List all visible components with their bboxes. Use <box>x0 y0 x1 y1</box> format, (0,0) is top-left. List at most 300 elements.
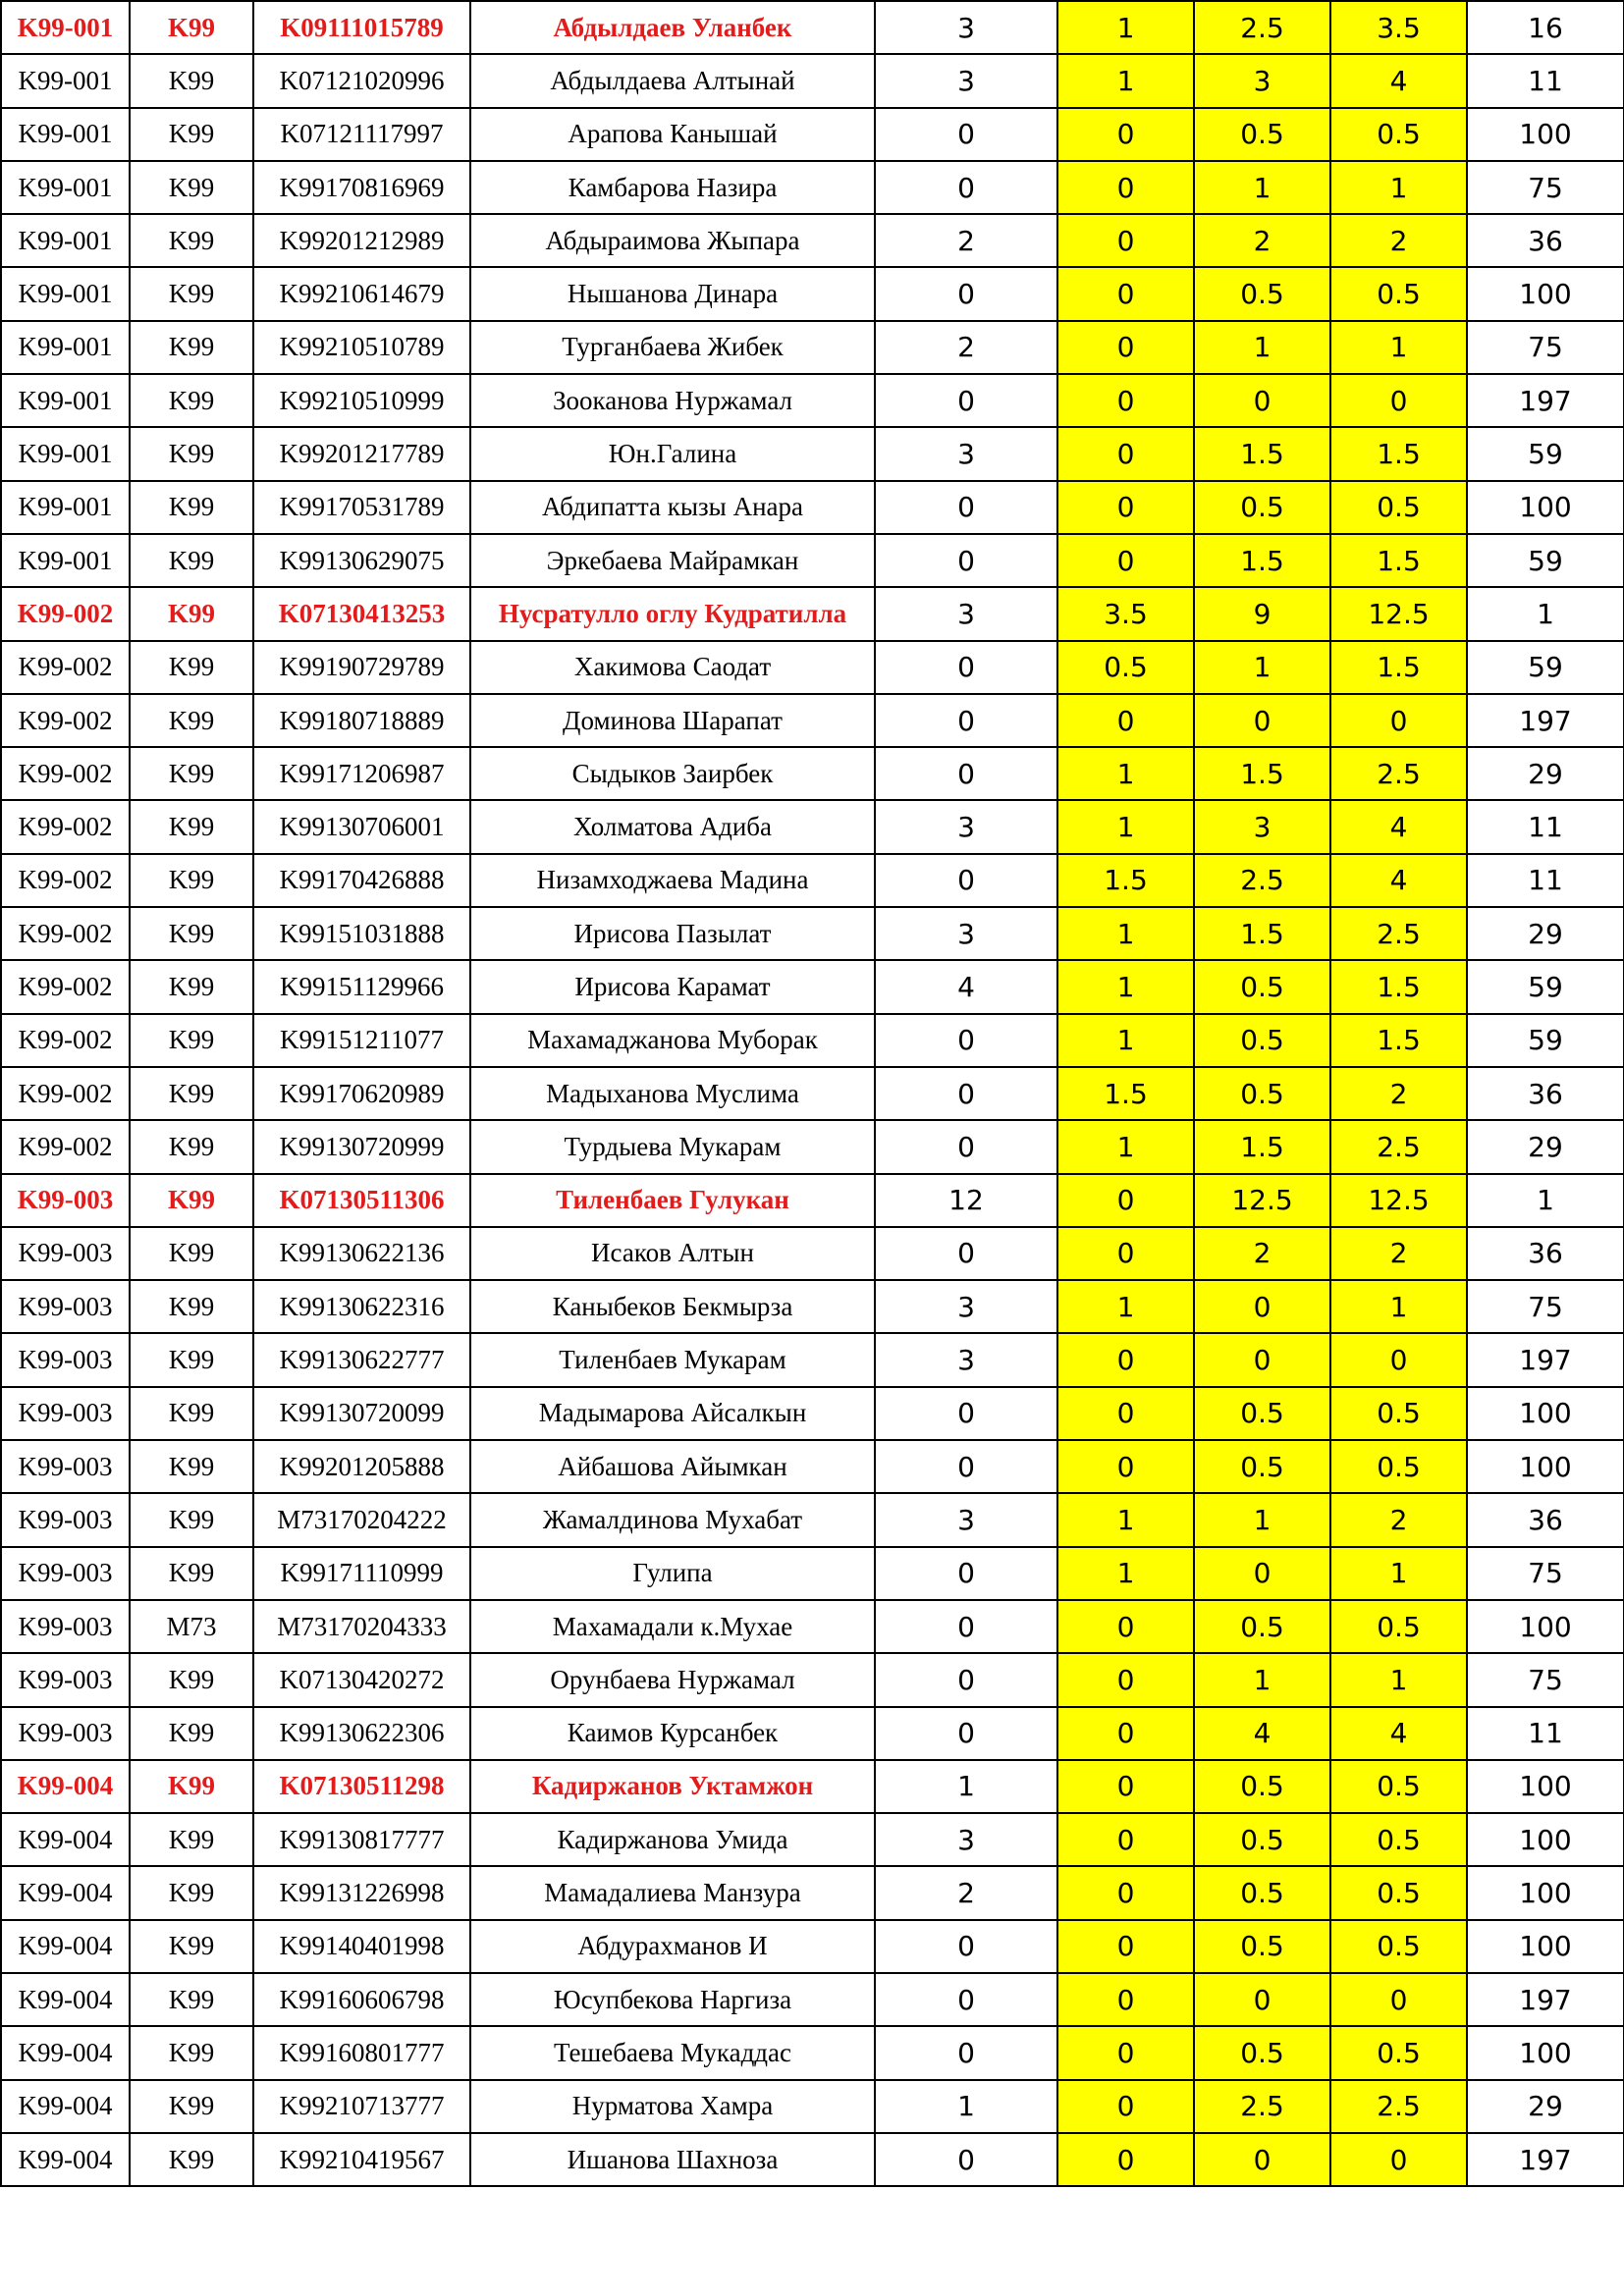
code-cell: K99 <box>130 587 253 640</box>
rank-cell: 100 <box>1467 2026 1624 2079</box>
score-cell: 0 <box>875 2133 1057 2186</box>
value2-cell: 0.5 <box>1194 1067 1330 1120</box>
group-cell: K99-003 <box>1 1547 130 1600</box>
total-cell: 2.5 <box>1330 2080 1467 2133</box>
table-row <box>1 1653 1624 1706</box>
table-row <box>1 54 1624 107</box>
code-cell: K99 <box>130 108 253 161</box>
rank-cell: 11 <box>1467 1707 1624 1760</box>
rank-cell: 59 <box>1467 641 1624 694</box>
value2-cell: 0.5 <box>1194 267 1330 320</box>
value2-cell: 0 <box>1194 694 1330 747</box>
group-cell: K99-002 <box>1 587 130 640</box>
rank-cell: 59 <box>1467 1014 1624 1067</box>
table-row <box>1 2133 1624 2186</box>
total-cell: 1 <box>1330 1653 1467 1706</box>
id-cell: K99170426888 <box>253 854 470 907</box>
score-cell: 0 <box>875 108 1057 161</box>
table-row <box>1 1493 1624 1546</box>
value2-cell: 2 <box>1194 1227 1330 1280</box>
rank-cell: 11 <box>1467 800 1624 853</box>
score-cell: 0 <box>875 267 1057 320</box>
table-row <box>1 1120 1624 1173</box>
table-row <box>1 534 1624 587</box>
value1-cell: 0 <box>1057 1973 1194 2026</box>
id-cell: K07121117997 <box>253 108 470 161</box>
group-cell: K99-004 <box>1 1973 130 2026</box>
code-cell: K99 <box>130 1387 253 1440</box>
id-cell: K07130511298 <box>253 1760 470 1813</box>
name-cell: Тиленбаев Гулукан <box>470 1174 875 1227</box>
name-cell: Нышанова Динара <box>470 267 875 320</box>
table-row <box>1 960 1624 1013</box>
code-cell: K99 <box>130 534 253 587</box>
value2-cell: 0 <box>1194 1280 1330 1333</box>
name-cell: Турганбаева Жибек <box>470 321 875 374</box>
code-cell: K99 <box>130 1547 253 1600</box>
value2-cell: 1 <box>1194 1653 1330 1706</box>
total-cell: 2.5 <box>1330 907 1467 960</box>
total-cell: 2.5 <box>1330 747 1467 800</box>
id-cell: K07130413253 <box>253 587 470 640</box>
value1-cell: 1 <box>1057 1280 1194 1333</box>
value1-cell: 0 <box>1057 2026 1194 2079</box>
total-cell: 2 <box>1330 214 1467 267</box>
score-cell: 0 <box>875 1067 1057 1120</box>
score-cell: 0 <box>875 534 1057 587</box>
value1-cell: 1.5 <box>1057 1067 1194 1120</box>
group-cell: K99-002 <box>1 747 130 800</box>
value2-cell: 4 <box>1194 1707 1330 1760</box>
total-cell: 2 <box>1330 1227 1467 1280</box>
table-row <box>1 1067 1624 1120</box>
table-row-leader <box>1 1174 1624 1227</box>
name-cell: Юсупбекова Наргиза <box>470 1973 875 2026</box>
code-cell: K99 <box>130 1440 253 1493</box>
id-cell: K99201205888 <box>253 1440 470 1493</box>
id-cell: K99130622777 <box>253 1333 470 1386</box>
id-cell: K99151031888 <box>253 907 470 960</box>
group-cell: K99-003 <box>1 1600 130 1653</box>
group-cell: K99-001 <box>1 161 130 214</box>
rank-cell: 197 <box>1467 694 1624 747</box>
total-cell: 0.5 <box>1330 1760 1467 1813</box>
name-cell: Кадиржанова Умида <box>470 1813 875 1866</box>
value1-cell: 0 <box>1057 1333 1194 1386</box>
total-cell: 1.5 <box>1330 427 1467 480</box>
code-cell: K99 <box>130 321 253 374</box>
group-cell: K99-002 <box>1 800 130 853</box>
value1-cell: 0 <box>1057 1600 1194 1653</box>
total-cell: 0.5 <box>1330 1813 1467 1866</box>
total-cell: 3.5 <box>1330 1 1467 54</box>
code-cell: K99 <box>130 1973 253 2026</box>
value1-cell: 1 <box>1057 747 1194 800</box>
name-cell: Нусратулло оглу Кудратилла <box>470 587 875 640</box>
rank-cell: 100 <box>1467 1440 1624 1493</box>
id-cell: K09111015789 <box>253 1 470 54</box>
name-cell: Тиленбаев Мукарам <box>470 1333 875 1386</box>
table-row-leader <box>1 1760 1624 1813</box>
group-cell: K99-002 <box>1 1120 130 1173</box>
name-cell: Холматова Адиба <box>470 800 875 853</box>
score-cell: 0 <box>875 854 1057 907</box>
value2-cell: 0.5 <box>1194 481 1330 534</box>
value2-cell: 0 <box>1194 1973 1330 2026</box>
score-cell: 3 <box>875 1 1057 54</box>
total-cell: 2 <box>1330 1067 1467 1120</box>
group-cell: K99-001 <box>1 534 130 587</box>
score-cell: 2 <box>875 1866 1057 1919</box>
name-cell: Абдылдаева Алтынай <box>470 54 875 107</box>
total-cell: 0 <box>1330 1333 1467 1386</box>
table-row <box>1 267 1624 320</box>
value2-cell: 0.5 <box>1194 1813 1330 1866</box>
score-cell: 0 <box>875 1014 1057 1067</box>
value2-cell: 3 <box>1194 800 1330 853</box>
rank-cell: 11 <box>1467 854 1624 907</box>
group-cell: K99-003 <box>1 1653 130 1706</box>
total-cell: 4 <box>1330 54 1467 107</box>
id-cell: K99201217789 <box>253 427 470 480</box>
value1-cell: 1.5 <box>1057 854 1194 907</box>
code-cell: K99 <box>130 1493 253 1546</box>
group-cell: K99-003 <box>1 1440 130 1493</box>
score-cell: 0 <box>875 1973 1057 2026</box>
value1-cell: 0 <box>1057 534 1194 587</box>
value2-cell: 1.5 <box>1194 534 1330 587</box>
score-cell: 2 <box>875 321 1057 374</box>
value1-cell: 1 <box>1057 1547 1194 1600</box>
value1-cell: 0 <box>1057 1707 1194 1760</box>
id-cell: K99210419567 <box>253 2133 470 2186</box>
score-cell: 3 <box>875 1493 1057 1546</box>
table-row <box>1 800 1624 853</box>
id-cell: K99130622306 <box>253 1707 470 1760</box>
table-row-leader <box>1 1 1624 54</box>
group-cell: K99-001 <box>1 481 130 534</box>
id-cell: K99180718889 <box>253 694 470 747</box>
score-cell: 0 <box>875 1600 1057 1653</box>
value1-cell: 1 <box>1057 1493 1194 1546</box>
group-cell: K99-004 <box>1 1866 130 1919</box>
code-cell: K99 <box>130 1813 253 1866</box>
group-cell: K99-004 <box>1 1920 130 1973</box>
table-row <box>1 2080 1624 2133</box>
group-cell: K99-001 <box>1 54 130 107</box>
rank-cell: 36 <box>1467 1067 1624 1120</box>
total-cell: 1 <box>1330 1280 1467 1333</box>
table-row-leader <box>1 587 1624 640</box>
score-cell: 3 <box>875 1280 1057 1333</box>
total-cell: 0.5 <box>1330 267 1467 320</box>
value1-cell: 0 <box>1057 694 1194 747</box>
code-cell: K99 <box>130 481 253 534</box>
value1-cell: 0 <box>1057 2080 1194 2133</box>
value1-cell: 0 <box>1057 1440 1194 1493</box>
total-cell: 0.5 <box>1330 1387 1467 1440</box>
value1-cell: 1 <box>1057 54 1194 107</box>
total-cell: 4 <box>1330 854 1467 907</box>
table-row <box>1 1440 1624 1493</box>
code-cell: K99 <box>130 2133 253 2186</box>
name-cell: Кадиржанов Уктамжон <box>470 1760 875 1813</box>
value1-cell: 0 <box>1057 1174 1194 1227</box>
score-cell: 3 <box>875 1333 1057 1386</box>
table-row <box>1 641 1624 694</box>
rank-cell: 100 <box>1467 1866 1624 1919</box>
value2-cell: 0 <box>1194 2133 1330 2186</box>
value2-cell: 1.5 <box>1194 1120 1330 1173</box>
code-cell: M73 <box>130 1600 253 1653</box>
rank-cell: 75 <box>1467 161 1624 214</box>
value1-cell: 0.5 <box>1057 641 1194 694</box>
code-cell: K99 <box>130 960 253 1013</box>
table-row <box>1 1600 1624 1653</box>
id-cell: K99210510999 <box>253 374 470 427</box>
group-cell: K99-001 <box>1 374 130 427</box>
value1-cell: 1 <box>1057 800 1194 853</box>
total-cell: 1.5 <box>1330 1014 1467 1067</box>
score-cell: 0 <box>875 694 1057 747</box>
code-cell: K99 <box>130 641 253 694</box>
total-cell: 2 <box>1330 1493 1467 1546</box>
value1-cell: 0 <box>1057 427 1194 480</box>
id-cell: K99160606798 <box>253 1973 470 2026</box>
group-cell: K99-002 <box>1 854 130 907</box>
name-cell: Гулипа <box>470 1547 875 1600</box>
value1-cell: 0 <box>1057 1227 1194 1280</box>
value1-cell: 0 <box>1057 161 1194 214</box>
total-cell: 0 <box>1330 2133 1467 2186</box>
name-cell: Исаков Алтын <box>470 1227 875 1280</box>
value2-cell: 0.5 <box>1194 1014 1330 1067</box>
rank-cell: 11 <box>1467 54 1624 107</box>
code-cell: K99 <box>130 800 253 853</box>
score-cell: 3 <box>875 587 1057 640</box>
rank-cell: 59 <box>1467 534 1624 587</box>
group-cell: K99-004 <box>1 2133 130 2186</box>
name-cell: Юн.Галина <box>470 427 875 480</box>
name-cell: Абдипатта кызы Анара <box>470 481 875 534</box>
name-cell: Ирисова Пазылат <box>470 907 875 960</box>
rank-cell: 59 <box>1467 960 1624 1013</box>
table-row <box>1 1920 1624 1973</box>
total-cell: 0 <box>1330 694 1467 747</box>
rank-cell: 36 <box>1467 214 1624 267</box>
id-cell: K99210510789 <box>253 321 470 374</box>
score-cell: 0 <box>875 1120 1057 1173</box>
group-cell: K99-002 <box>1 1067 130 1120</box>
value1-cell: 0 <box>1057 2133 1194 2186</box>
code-cell: K99 <box>130 747 253 800</box>
rank-cell: 100 <box>1467 108 1624 161</box>
table-row <box>1 481 1624 534</box>
name-cell: Тешебаева Мукаддас <box>470 2026 875 2079</box>
score-cell: 0 <box>875 161 1057 214</box>
value1-cell: 0 <box>1057 267 1194 320</box>
name-cell: Арапова Канышай <box>470 108 875 161</box>
total-cell: 1.5 <box>1330 960 1467 1013</box>
group-cell: K99-001 <box>1 427 130 480</box>
group-cell: K99-003 <box>1 1387 130 1440</box>
id-cell: K99210713777 <box>253 2080 470 2133</box>
group-cell: K99-002 <box>1 641 130 694</box>
total-cell: 1 <box>1330 161 1467 214</box>
name-cell: Зооканова Нуржамал <box>470 374 875 427</box>
score-cell: 0 <box>875 1547 1057 1600</box>
table-row <box>1 907 1624 960</box>
value2-cell: 0 <box>1194 1547 1330 1600</box>
code-cell: K99 <box>130 694 253 747</box>
total-cell: 4 <box>1330 800 1467 853</box>
rank-cell: 75 <box>1467 1653 1624 1706</box>
value2-cell: 2.5 <box>1194 1 1330 54</box>
code-cell: K99 <box>130 907 253 960</box>
rank-cell: 1 <box>1467 587 1624 640</box>
code-cell: K99 <box>130 1014 253 1067</box>
rank-cell: 29 <box>1467 747 1624 800</box>
value2-cell: 0.5 <box>1194 108 1330 161</box>
code-cell: K99 <box>130 2026 253 2079</box>
value1-cell: 1 <box>1057 960 1194 1013</box>
value2-cell: 1 <box>1194 161 1330 214</box>
code-cell: K99 <box>130 267 253 320</box>
id-cell: K99171206987 <box>253 747 470 800</box>
table-row <box>1 2026 1624 2079</box>
rank-cell: 36 <box>1467 1493 1624 1546</box>
value1-cell: 0 <box>1057 481 1194 534</box>
id-cell: K99151211077 <box>253 1014 470 1067</box>
id-cell: M73170204222 <box>253 1493 470 1546</box>
table-row <box>1 1333 1624 1386</box>
table-row <box>1 374 1624 427</box>
total-cell: 0 <box>1330 374 1467 427</box>
id-cell: K99130817777 <box>253 1813 470 1866</box>
value2-cell: 2.5 <box>1194 2080 1330 2133</box>
value1-cell: 0 <box>1057 1866 1194 1919</box>
group-cell: K99-003 <box>1 1280 130 1333</box>
total-cell: 1.5 <box>1330 534 1467 587</box>
group-cell: K99-001 <box>1 267 130 320</box>
group-cell: K99-001 <box>1 321 130 374</box>
table-row <box>1 161 1624 214</box>
name-cell: Сыдыков Заирбек <box>470 747 875 800</box>
value1-cell: 0 <box>1057 1653 1194 1706</box>
value2-cell: 0.5 <box>1194 1920 1330 1973</box>
value1-cell: 1 <box>1057 1120 1194 1173</box>
value1-cell: 0 <box>1057 108 1194 161</box>
value2-cell: 0.5 <box>1194 1600 1330 1653</box>
id-cell: K99130622316 <box>253 1280 470 1333</box>
group-cell: K99-003 <box>1 1227 130 1280</box>
total-cell: 0.5 <box>1330 1600 1467 1653</box>
rank-cell: 100 <box>1467 1387 1624 1440</box>
score-cell: 3 <box>875 1813 1057 1866</box>
table-row <box>1 1280 1624 1333</box>
value1-cell: 0 <box>1057 1760 1194 1813</box>
id-cell: K99171110999 <box>253 1547 470 1600</box>
table-row <box>1 1227 1624 1280</box>
code-cell: K99 <box>130 2080 253 2133</box>
total-cell: 0.5 <box>1330 108 1467 161</box>
rank-cell: 197 <box>1467 2133 1624 2186</box>
code-cell: K99 <box>130 427 253 480</box>
table-row <box>1 427 1624 480</box>
group-cell: K99-003 <box>1 1707 130 1760</box>
value2-cell: 0.5 <box>1194 2026 1330 2079</box>
name-cell: Эркебаева Майрамкан <box>470 534 875 587</box>
value2-cell: 3 <box>1194 54 1330 107</box>
name-cell: Мадыханова Муслима <box>470 1067 875 1120</box>
group-cell: K99-004 <box>1 2080 130 2133</box>
total-cell: 4 <box>1330 1707 1467 1760</box>
total-cell: 0 <box>1330 1973 1467 2026</box>
rank-cell: 29 <box>1467 2080 1624 2133</box>
code-cell: K99 <box>130 1333 253 1386</box>
value2-cell: 2 <box>1194 214 1330 267</box>
value1-cell: 1 <box>1057 1 1194 54</box>
score-cell: 3 <box>875 54 1057 107</box>
value2-cell: 1 <box>1194 321 1330 374</box>
value1-cell: 0 <box>1057 374 1194 427</box>
rank-cell: 197 <box>1467 374 1624 427</box>
name-cell: Махамадали к.Мухае <box>470 1600 875 1653</box>
code-cell: K99 <box>130 1174 253 1227</box>
code-cell: K99 <box>130 1920 253 1973</box>
code-cell: K99 <box>130 161 253 214</box>
score-cell: 4 <box>875 960 1057 1013</box>
id-cell: K99130720099 <box>253 1387 470 1440</box>
name-cell: Мадымарова Айсалкын <box>470 1387 875 1440</box>
value1-cell: 3.5 <box>1057 587 1194 640</box>
value1-cell: 1 <box>1057 1014 1194 1067</box>
total-cell: 12.5 <box>1330 587 1467 640</box>
id-cell: K99130706001 <box>253 800 470 853</box>
score-cell: 1 <box>875 1760 1057 1813</box>
total-cell: 0.5 <box>1330 1866 1467 1919</box>
code-cell: K99 <box>130 1067 253 1120</box>
code-cell: K99 <box>130 1707 253 1760</box>
code-cell: K99 <box>130 1 253 54</box>
code-cell: K99 <box>130 1280 253 1333</box>
code-cell: K99 <box>130 1227 253 1280</box>
table-body <box>1 1 1624 2186</box>
value1-cell: 0 <box>1057 1813 1194 1866</box>
name-cell: Абдурахманов И <box>470 1920 875 1973</box>
total-cell: 1 <box>1330 1547 1467 1600</box>
group-cell: K99-003 <box>1 1333 130 1386</box>
value2-cell: 0.5 <box>1194 1760 1330 1813</box>
id-cell: K99170620989 <box>253 1067 470 1120</box>
group-cell: K99-003 <box>1 1174 130 1227</box>
table-row <box>1 1813 1624 1866</box>
group-cell: K99-001 <box>1 1 130 54</box>
score-cell: 3 <box>875 427 1057 480</box>
code-cell: K99 <box>130 374 253 427</box>
score-cell: 3 <box>875 907 1057 960</box>
name-cell: Абдыраимова Жыпара <box>470 214 875 267</box>
value2-cell: 2.5 <box>1194 854 1330 907</box>
group-cell: K99-004 <box>1 2026 130 2079</box>
name-cell: Абдылдаев Уланбек <box>470 1 875 54</box>
code-cell: K99 <box>130 1653 253 1706</box>
code-cell: K99 <box>130 1760 253 1813</box>
value2-cell: 9 <box>1194 587 1330 640</box>
score-cell: 0 <box>875 481 1057 534</box>
group-cell: K99-002 <box>1 694 130 747</box>
table-row <box>1 1707 1624 1760</box>
